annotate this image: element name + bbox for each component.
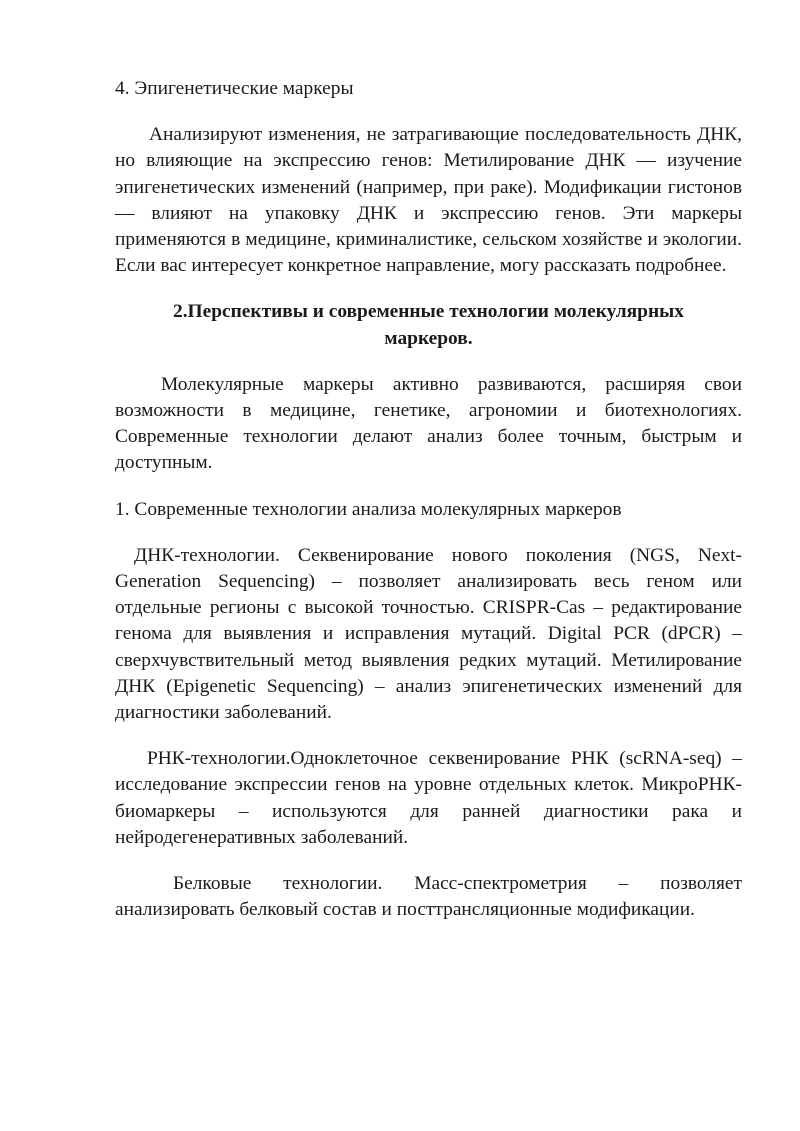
heading-epigenetic-markers: 4. Эпигенетические маркеры [115, 78, 354, 99]
paragraph-rna-technologies: РНК-технологии.Одноклеточное секвенирование РНК (scRNA-seq) – исследование экспрессии генов на уровне отдельных клеток. МикроРНК-биомаркеры – используются для ранней диагностики рака и нейродегенеративных заболеваний. [115, 748, 742, 848]
document-body [115, 76, 742, 943]
paragraph-dna-technologies: ДНК-технологии. Секвенирование нового поколения (NGS, Next-Generation Sequencing) – позволяет анализировать весь геном или отдельные регионы с высокой точностью. CRISPR-Cas – редактирование генома для выявления и исправления мутаций. Digital PCR (dPCR) – сверхчувствительный метод выявления редких мутаций. Метилирование ДНК (Epigenetic Sequencing) – анализ эпигенетических изменений для диагностики заболеваний. [115, 544, 742, 724]
heading-modern-technologies: 1. Современные технологии анализа молекулярных маркеров [115, 498, 622, 520]
paragraph-protein-technologies: Белковые технологии. Масс-спектрометрия – позволяет анализировать белковый состав и посттрансляционные модификации. [115, 873, 742, 921]
paragraph-epigenetic-markers: Анализируют изменения, не затрагивающие последовательность ДНК, но влияющие на экспрессию генов: Метилирование ДНК — изучение эпигенетических изменений (например, при раке). Модификации гистонов — влияют на упаковку ДНК и экспрессию генов. Эти маркеры применяются в медицине, криминалистике, сельском хозяйстве и экологии. Если вас интересует конкретное направление, могу рассказать подробнее. [115, 124, 742, 277]
paragraph-intro: Молекулярные маркеры активно развиваются, расширяя свои возможности в медицине, генетике, агрономии и биотехнологиях. Современные технологии делают анализ более точным, быстрым и доступным. [115, 373, 742, 474]
section-title-perspectives: 2.Перспективы и современные технологии молекулярных маркеров. [173, 301, 684, 349]
